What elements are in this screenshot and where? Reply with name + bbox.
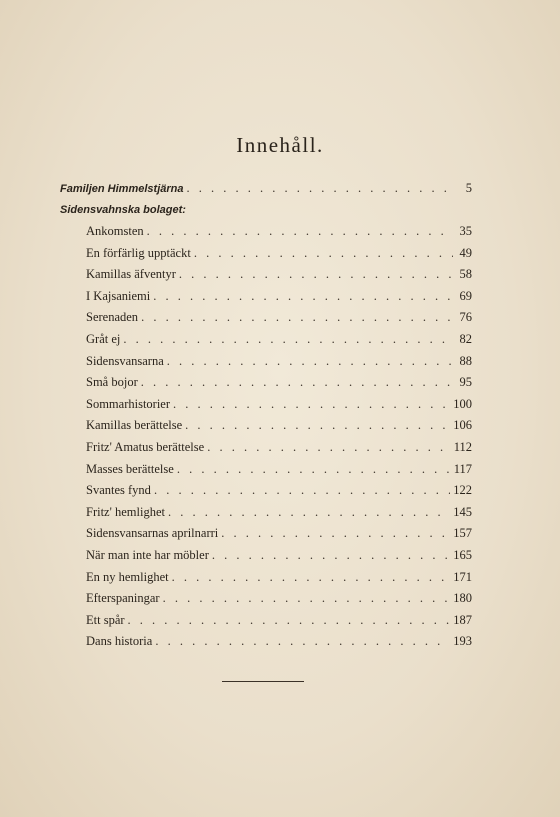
- dot-leader: [207, 437, 451, 459]
- toc-section-title: Familjen Himmelstjärna: [60, 183, 184, 195]
- dot-leader: [154, 480, 450, 502]
- toc-entry: [60, 567, 472, 589]
- toc-entry: [60, 286, 472, 308]
- toc-page-number: 193: [453, 634, 472, 649]
- toc-page-number: 112: [453, 439, 472, 454]
- toc-entry-title: En ny hemlighet: [86, 569, 169, 584]
- toc-section-heading: [60, 199, 472, 221]
- dot-leader: [194, 243, 453, 265]
- toc-entry: [60, 631, 472, 653]
- dot-leader: [172, 567, 451, 589]
- dot-leader: [153, 286, 453, 308]
- toc-entry-title: Kamillas äfventyr: [86, 267, 176, 282]
- dot-leader: [167, 351, 453, 373]
- dot-leader: [168, 502, 450, 524]
- toc-page-number: 95: [459, 375, 472, 390]
- toc-page-number: 69: [459, 288, 472, 303]
- dot-leader: [177, 459, 451, 481]
- toc-entry: [60, 372, 472, 394]
- dot-leader: [187, 177, 454, 199]
- toc-entry-title: Ett spår: [86, 612, 125, 627]
- dot-leader: [163, 588, 451, 610]
- toc-page-number: 122: [453, 483, 472, 498]
- dot-leader: [179, 264, 453, 286]
- dot-leader: [147, 221, 453, 243]
- toc-entry-title: Sommarhistorier: [86, 396, 171, 411]
- dot-leader: [123, 329, 453, 351]
- dot-leader: [212, 545, 450, 567]
- dot-leader: [155, 631, 450, 653]
- toc-entry: [60, 243, 472, 265]
- toc-page-number: 145: [453, 504, 472, 519]
- dot-leader: [141, 372, 453, 394]
- toc-page-number: 187: [453, 612, 472, 627]
- toc-entry: [60, 394, 472, 416]
- toc-entry-title: Serenaden: [86, 310, 139, 325]
- toc-entry-title: Fritz' hemlighet: [86, 504, 165, 519]
- toc-page-number: 100: [453, 396, 472, 411]
- table-of-contents: [60, 177, 472, 653]
- toc-page-number: 58: [459, 267, 472, 282]
- toc-entry-title: Fritz' Amatus berättelse: [86, 439, 205, 454]
- toc-section-title: Sidensvahnska bolaget:: [60, 204, 186, 216]
- toc-page-number: 88: [459, 353, 472, 368]
- toc-page-number: 49: [459, 245, 472, 260]
- toc-page-number: 165: [453, 547, 472, 562]
- toc-entry-title: En förfärlig upptäckt: [86, 245, 191, 260]
- toc-entry: [60, 588, 472, 610]
- toc-entry-title: Sidensvansarnas aprilnarri: [86, 526, 219, 541]
- toc-entry-title: Gråt ej: [86, 331, 121, 346]
- toc-entry: [60, 221, 472, 243]
- toc-page-number: 117: [453, 461, 472, 476]
- toc-entry: [60, 459, 472, 481]
- toc-entry: [60, 329, 472, 351]
- toc-entry: [60, 502, 472, 524]
- toc-entry-title: I Kajsaniemi: [86, 288, 151, 303]
- dot-leader: [221, 523, 450, 545]
- toc-entry: [60, 610, 472, 632]
- page-title: Innehåll.: [236, 133, 324, 157]
- toc-page-number: 106: [453, 418, 472, 433]
- toc-entry: [60, 307, 472, 329]
- toc-entry-title: Dans historia: [86, 634, 153, 649]
- toc-entry: [60, 545, 472, 567]
- toc-page-number: 35: [459, 224, 472, 238]
- toc-entry: [60, 351, 472, 373]
- toc-page-number: 171: [453, 569, 472, 584]
- closing-rule: [222, 681, 304, 682]
- toc-page-number: 82: [459, 331, 472, 346]
- toc-entry-title: Små bojor: [86, 375, 138, 390]
- dot-leader: [141, 307, 453, 329]
- toc-entry-title: Svantes fynd: [86, 483, 151, 498]
- toc-entry-title: Ankomsten: [86, 224, 144, 238]
- toc-page-number: 180: [453, 591, 472, 606]
- toc-entry: [60, 523, 472, 545]
- toc-entry: [60, 480, 472, 502]
- toc-entry-title: Efterspaningar: [86, 591, 160, 606]
- dot-leader: [128, 610, 451, 632]
- toc-entry-title: När man inte har möbler: [86, 547, 209, 562]
- toc-section-heading: [60, 177, 472, 199]
- toc-entry: [60, 264, 472, 286]
- toc-entry: [60, 437, 472, 459]
- toc-entry: [60, 415, 472, 437]
- toc-page-number: 76: [459, 310, 472, 325]
- toc-page-number: 157: [453, 526, 472, 541]
- toc-page-number: 5: [465, 181, 472, 195]
- dot-leader: [173, 394, 450, 416]
- toc-entry-title: Masses berättelse: [86, 461, 174, 476]
- dot-leader: [185, 415, 450, 437]
- toc-entry-title: Sidensvansarna: [86, 353, 164, 368]
- toc-entry-title: Kamillas berättelse: [86, 418, 183, 433]
